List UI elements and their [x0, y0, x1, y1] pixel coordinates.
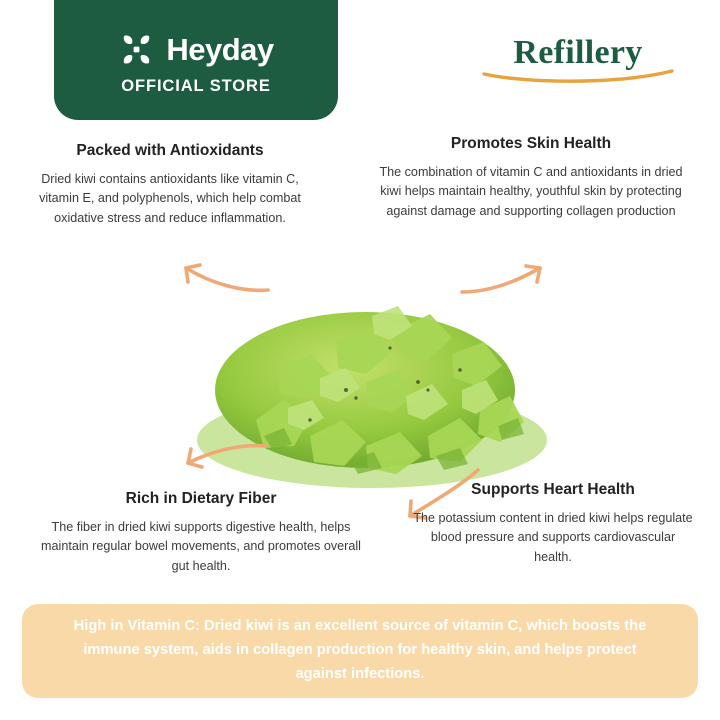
benefit-title: Packed with Antioxidants	[76, 142, 264, 159]
brand-row	[118, 31, 273, 68]
benefit-title: Rich in Dietary Fiber	[125, 490, 277, 507]
benefit-body: Dried kiwi contains antioxidants like vitamin C, vitamin E, and polyphenols, which help combat oxidative stress and reduce inflammation.	[39, 171, 301, 225]
benefit-body: The fiber in dried kiwi supports digestive health, helps maintain regular bowel movements, and promotes overall gut health.	[41, 519, 361, 573]
brand-badge	[54, 0, 338, 120]
dried-kiwi-pile-image	[160, 250, 580, 500]
benefit-fiber	[36, 490, 366, 576]
retailer-name: Refillery	[513, 34, 643, 71]
heyday-flower-icon	[118, 31, 155, 68]
retailer-logo	[480, 36, 676, 86]
benefit-antioxidants	[26, 142, 314, 228]
benefit-skin	[370, 135, 692, 221]
brand-name: Heyday	[166, 31, 274, 67]
brand-subtitle: OFFICIAL STORE	[121, 76, 271, 95]
benefit-title: Supports Heart Health	[471, 481, 635, 498]
benefit-heart	[412, 481, 694, 567]
benefit-body: The combination of vitamin C and antioxidants in dried kiwi helps maintain healthy, youthful skin by protecting against damage and supporting collagen production	[379, 164, 683, 218]
footer-banner	[22, 604, 698, 698]
footer-text: High in Vitamin C: Dried kiwi is an excellent source of vitamin C, which boosts the immune system, aids in collagen production for healthy skin, and helps protect against infections.	[73, 618, 647, 682]
benefit-title: Promotes Skin Health	[450, 135, 612, 152]
benefit-body: The potassium content in dried kiwi helps regulate blood pressure and supports cardiovascular health.	[413, 510, 693, 564]
